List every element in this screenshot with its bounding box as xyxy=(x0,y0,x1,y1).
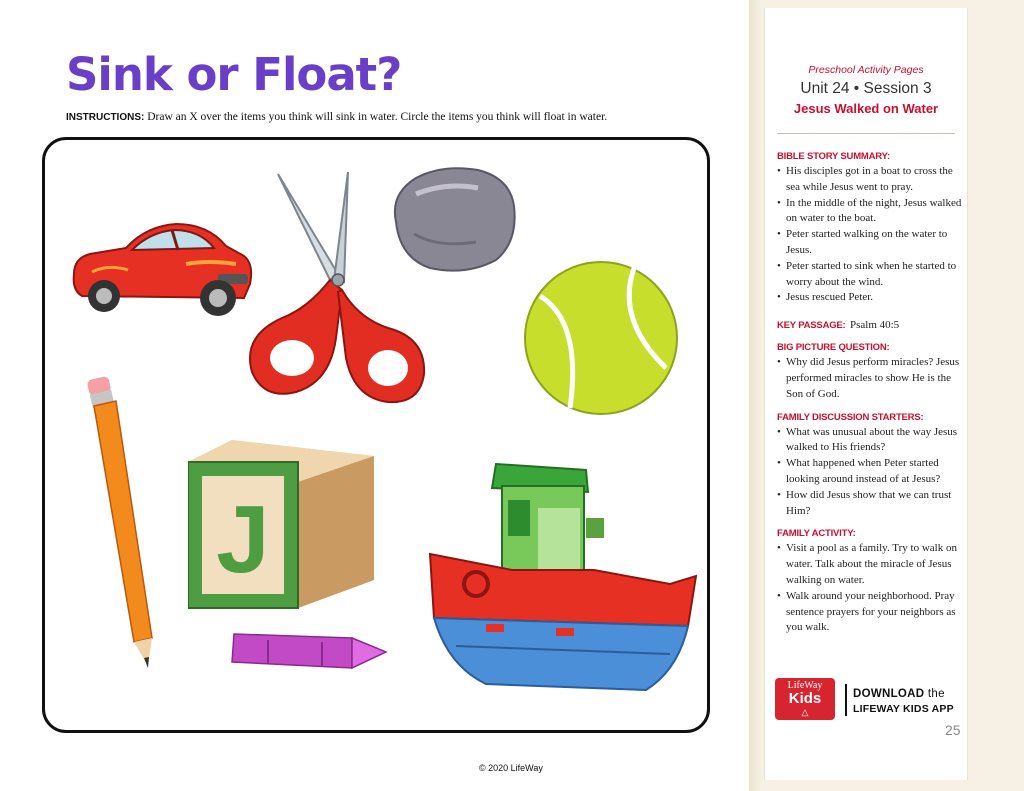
brand-top-text: LifeWay xyxy=(787,680,823,691)
sidebar xyxy=(749,0,1024,791)
bible-story-summary xyxy=(777,151,962,306)
copyright: © 2020 LifeWay xyxy=(479,763,543,773)
toy-boat-image[interactable] xyxy=(426,458,700,696)
sidebar-panel xyxy=(764,8,968,780)
key-passage-label: KEY PASSAGE: xyxy=(777,320,846,332)
big-picture-heading: BIG PICTURE QUESTION: xyxy=(777,342,890,354)
instructions-text: Draw an X over the items you think will sink in water. Circle the items you think will float in water. xyxy=(147,111,608,123)
big-picture-question xyxy=(777,342,962,402)
rock-image[interactable] xyxy=(386,164,520,274)
toy-car-image[interactable] xyxy=(68,212,256,320)
bible-icon: △ xyxy=(801,707,809,717)
block-letter: J xyxy=(216,486,270,593)
download-word: DOWNLOAD xyxy=(853,688,925,700)
lifeway-kids-logo[interactable] xyxy=(775,678,835,720)
summary-item: • Peter started to sink when he started to worry about the wind. xyxy=(777,259,962,291)
summary-item: • In the middle of the night, Jesus walked on water to the boat. xyxy=(777,196,962,228)
sidebar-subtitle: Preschool Activity Pages xyxy=(808,64,924,76)
download-app-link[interactable] xyxy=(853,688,945,700)
sidebar-lesson: Jesus Walked on Water xyxy=(793,101,939,116)
divider xyxy=(777,133,955,134)
key-passage xyxy=(777,315,962,333)
summary-item: • His disciples got in a boat to cross the sea while Jesus went to pray. xyxy=(777,164,962,196)
download-divider xyxy=(845,684,847,716)
instructions-label: INSTRUCTIONS: xyxy=(66,112,145,123)
sidebar-unit: Unit 24 • Session 3 xyxy=(800,80,932,97)
key-passage-text: Psalm 40:5 xyxy=(849,319,900,332)
download-app-name: LIFEWAY KIDS APP xyxy=(853,703,954,715)
discussion-item: • How did Jesus show that we can trust Him? xyxy=(777,488,962,520)
tennis-ball-image[interactable] xyxy=(520,258,682,418)
family-discussion-starters xyxy=(777,412,962,520)
pencil-image[interactable] xyxy=(82,376,160,678)
instructions xyxy=(66,111,607,123)
big-picture-item: • Why did Jesus perform miracles? Jesus performed miracles to show He is the Son of God. xyxy=(777,355,962,402)
family-activity xyxy=(777,528,962,636)
discussion-heading: FAMILY DISCUSSION STARTERS: xyxy=(777,411,924,423)
download-the: the xyxy=(927,688,945,700)
page-number: 25 xyxy=(945,722,961,738)
activity-item: • Walk around your neighborhood. Pray sentence prayers for your neighbors as you walk. xyxy=(777,589,962,636)
letter-block-image[interactable] xyxy=(188,440,376,610)
sidebar-sections xyxy=(777,151,962,645)
activity-heading: FAMILY ACTIVITY: xyxy=(777,528,856,540)
activity-item: • Visit a pool as a family. Try to walk on water. Talk about the miracle of Jesus walking on water. xyxy=(777,541,962,588)
summary-item: • Jesus rescued Peter. xyxy=(777,290,962,306)
discussion-item: • What was unusual about the way Jesus walked to His friends? xyxy=(777,425,962,457)
summary-heading: BIBLE STORY SUMMARY: xyxy=(777,151,890,162)
brand-main-text: Kids xyxy=(788,690,822,707)
crayon-image[interactable] xyxy=(228,628,390,672)
discussion-item: • What happened when Peter started looking around instead of at Jesus? xyxy=(777,456,962,488)
summary-item: • Peter started walking on the water to Jesus. xyxy=(777,227,962,259)
page-title: Sink or Float? xyxy=(66,48,402,101)
